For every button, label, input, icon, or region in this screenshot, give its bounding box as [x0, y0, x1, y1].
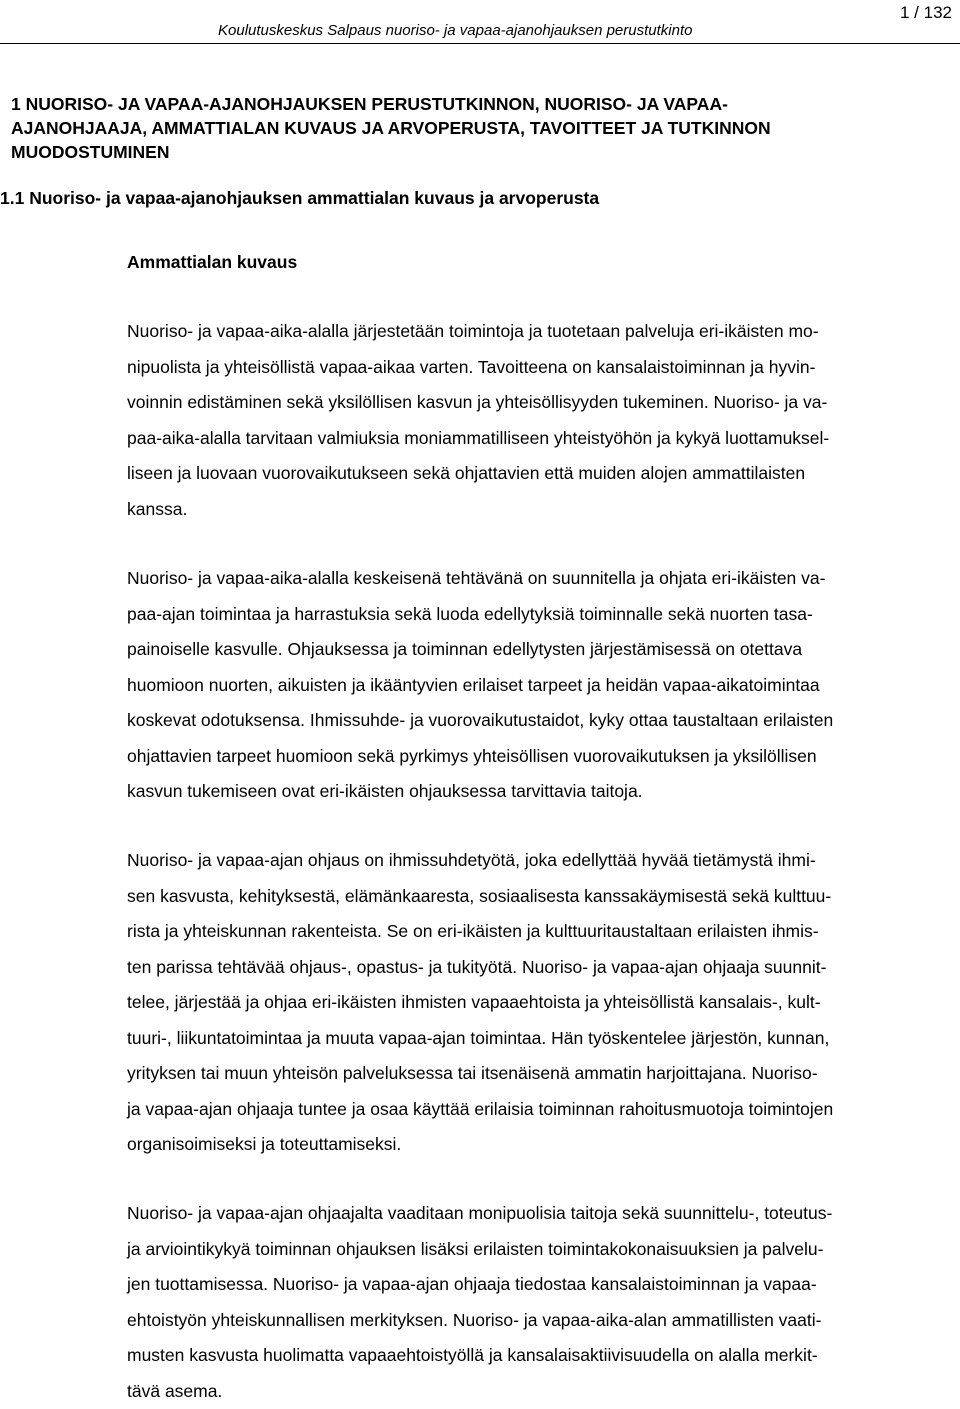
body-paragraph: Nuoriso- ja vapaa-ajan ohjaus on ihmissuhdetyötä, joka edellyttää hyvää tietämystä ihmi- sen kasvusta, kehityksestä, elämänkaaresta, sosiaalisesta kanssakäymisestä sekä kulttuu- rista ja yhteiskunnan rakenteista. Se on eri-ikäisten ja kulttuuritaustaltaan erilaisten ihmis- ten parissa tehtävää ohjaus-, opastus- ja tukityötä. Nuoriso- ja vapaa-ajan ohjaaja suunnit- telee, järjestää ja ohjaa eri-ikäisten ihmisten vapaaehtoista ja yhteisöllistä kansalais-, kult- tuuri-, liikuntatoimintaa ja muuta vapaa-ajan toimintaa. Hän työskentelee järjestön, kunnan, yrityksen tai muun yhteisön palveluksessa tai itsenäisenä ammatin harjoittajana. Nuoriso- ja vapaa-ajan ohjaaja tuntee ja osaa käyttää erilaisia toiminnan rahoitusmuotoja toimintojen organisoimiseksi ja toteuttamiseksi.: [127, 850, 834, 1154]
page-number: 1 / 132: [900, 3, 952, 22]
header-divider: [0, 43, 960, 44]
section-heading: 1.1 Nuoriso- ja vapaa-ajanohjauksen ammattialan kuvaus ja arvoperusta: [0, 188, 600, 208]
subsection-heading: Ammattialan kuvaus: [127, 252, 298, 272]
body-paragraph: Nuoriso- ja vapaa-ajan ohjaajalta vaaditaan monipuolisia taitoja sekä suunnittelu-, toteutus- ja arviointikykyä toiminnan ohjauksen lisäksi erilaisten toimintakokonaisuuksien ja palvelu- jen tuottamisessa. Nuoriso- ja vapaa-ajan ohjaaja tiedostaa kansalaistoiminnan ja vapaa- ehtoistyön yhteiskunnallisen merkityksen. Nuoriso- ja vapaa-aika-alan ammatillisten vaati- musten kasvusta huolimatta vapaaehtoistyöllä ja kansalaisaktiivisuudella on alalla merkit- tävä asema.: [127, 1203, 833, 1401]
body-paragraph: Nuoriso- ja vapaa-aika-alalla järjestetään toimintoja ja tuotetaan palveluja eri-ikäisten mo- nipuolista ja yhteisöllistä vapaa-aikaa varten. Tavoitteena on kansalaistoiminnan ja hyvin- voinnin edistäminen sekä yksilöllisen kasvun ja yhteisöllisyyden tukeminen. Nuoriso- ja va- paa-aika-alalla tarvitaan valmiuksia moniammatilliseen yhteistyöhön ja kykyä luottamuksel- liseen ja luovaan vuorovaikutukseen sekä ohjattavien että muiden alojen ammattilaisten kanssa.: [127, 321, 830, 519]
header-title: Koulutuskeskus Salpaus nuoriso- ja vapaa-ajanohjauksen perustutkinto: [218, 22, 693, 39]
chapter-heading: 1 NUORISO- JA VAPAA-AJANOHJAUKSEN PERUSTUTKINNON, NUORISO- JA VAPAA- AJANOHJAAJA, AMMATTIALAN KUVAUS JA ARVOPERUSTA, TAVOITTEET JA TUTKINNON MUODOSTUMINEN: [11, 94, 771, 162]
page-header: [0, 0, 960, 44]
body-paragraph: Nuoriso- ja vapaa-aika-alalla keskeisenä tehtävänä on suunnitella ja ohjata eri-ikäisten va- paa-ajan toimintaa ja harrastuksia sekä luoda edellytyksiä toiminnalle sekä nuorten tasa- painoiselle kasvulle. Ohjauksessa ja toiminnan edellytysten järjestämisessä on otettava huomioon nuorten, aikuisten ja ikääntyvien erilaiset tarpeet ja heidän vapaa-aikatoimintaa koskevat odotuksensa. Ihmissuhde- ja vuorovaikutustaidot, kyky ottaa taustaltaan erilaisten ohjattavien tarpeet huomioon sekä pyrkimys yhteisöllisen vuorovaikutuksen ja yksilöllisen kasvun tukemiseen ovat eri-ikäisten ohjauksessa tarvittavia taitoja.: [127, 568, 834, 801]
